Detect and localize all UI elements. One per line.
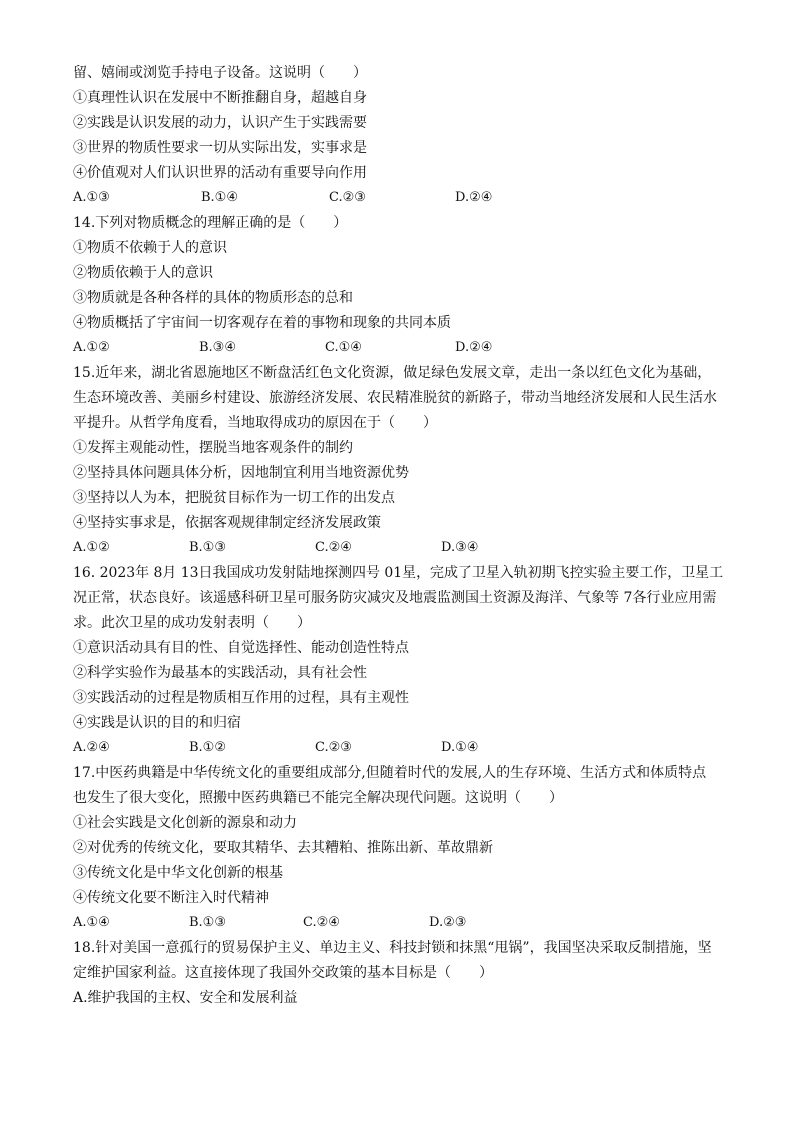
q14-item-1: ①物质不依赖于人的意识 xyxy=(73,240,227,256)
q15-item-3: ③坚持以人为本，把脱贫目标作为一切工作的出发点 xyxy=(73,490,395,506)
q15-option-a: A.①② xyxy=(73,540,110,555)
q15-option-b: B.①③ xyxy=(189,540,226,555)
q16-option-b: B.①② xyxy=(189,740,226,755)
q14-item-2: ②物质依赖于人的意识 xyxy=(73,265,213,281)
q13-option-b: B.①④ xyxy=(201,190,238,205)
q18-stem-line-2: 定维护国家利益。这直接体现了我国外交政策的基本目标是（ ） xyxy=(73,965,493,981)
q17-option-c: C.②④ xyxy=(303,915,340,930)
q15-stem-line-3: 平提升。从哲学角度看，当地取得成功的原因在于（ ） xyxy=(73,415,437,431)
q13-option-a: A.①③ xyxy=(73,190,110,205)
q15-stem-line-2: 生态环境改善、美丽乡村建设、旅游经济发展、农民精准脱贫的新路子，带动当地经济发展和人民生活水 xyxy=(73,390,717,406)
q13-options xyxy=(73,189,723,207)
q13-item-4: ④价值观对人们认识世界的活动有重要导向作用 xyxy=(73,165,367,181)
q17-item-3: ③传统文化是中华文化创新的根基 xyxy=(73,865,283,881)
q17-option-b: B.①③ xyxy=(189,915,226,930)
q15-option-d: D.③④ xyxy=(441,540,479,555)
q14-item-4: ④物质概括了宇宙间一切客观存在着的事物和现象的共同本质 xyxy=(73,315,451,331)
q17-stem-line-2: 也发生了很大变化，照搬中医药典籍已不能完全解决现代问题。这说明（ ） xyxy=(73,790,563,806)
q14-item-3: ③物质就是各种各样的具体的物质形态的总和 xyxy=(73,290,353,306)
q17-item-2: ②对优秀的传统文化，要取其精华、去其糟粕、推陈出新、革故鼎新 xyxy=(73,840,493,856)
q17-item-4: ④传统文化要不断注入时代精神 xyxy=(73,890,269,906)
q16-item-4: ④实践是认识的目的和归宿 xyxy=(73,715,241,731)
q16-item-2: ②科学实验作为最基本的实践活动，具有社会性 xyxy=(73,665,367,681)
q18-option-a: A.维护我国的主权、安全和发展利益 xyxy=(73,990,298,1006)
q16-option-a: A.②④ xyxy=(73,740,110,755)
q13-item-3: ③世界的物质性要求一切从实际出发，实事求是 xyxy=(73,140,367,156)
q15-item-4: ④坚持实事求是，依据客观规律制定经济发展政策 xyxy=(73,515,381,531)
q16-option-d: D.①④ xyxy=(441,740,479,755)
q14-option-a: A.①② xyxy=(73,340,110,355)
q17-options xyxy=(73,914,723,932)
q17-option-a: A.①④ xyxy=(73,915,110,930)
q15-options xyxy=(73,539,723,557)
q14-option-d: D.②④ xyxy=(455,340,493,355)
q13-item-1: ①真理性认识在发展中不断推翻自身，超越自身 xyxy=(73,90,367,106)
q14-options xyxy=(73,339,723,357)
q14-stem: 14.下列对物质概念的理解正确的是（ ） xyxy=(73,215,348,231)
q16-stem-line-2: 况正常，状态良好。该遥感科研卫星可服务防灾减灾及地震监测国土资源及海洋、气象等 7各行业应用需 xyxy=(73,590,717,606)
q18-stem-line-1: 18.针对美国一意孤行的贸易保护主义、单边主义、科技封锁和抹黑“甩锅”，我国坚决采取反制措施，坚 xyxy=(73,940,712,956)
q17-option-d: D.②③ xyxy=(429,915,467,930)
q13-stem-tail: 留、嬉闹或浏览手持电子设备。这说明（ ） xyxy=(73,65,367,81)
q16-stem-line-3: 求。此次卫星的成功发射表明（ ） xyxy=(73,615,311,631)
q14-option-c: C.①④ xyxy=(325,340,362,355)
q15-option-c: C.②④ xyxy=(315,540,352,555)
q16-item-3: ③实践活动的过程是物质相互作用的过程，具有主观性 xyxy=(73,690,409,706)
q15-item-2: ②坚持具体问题具体分析，因地制宜利用当地资源优势 xyxy=(73,465,409,481)
q16-option-c: C.②③ xyxy=(315,740,352,755)
q16-stem-line-1: 16. 2023年 8月 13日我国成功发射陆地探测四号 01星，完成了卫星入轨初期飞控实验主要工作，卫星工 xyxy=(73,565,724,581)
q16-options xyxy=(73,739,723,757)
q15-stem-line-1: 15.近年来，湖北省恩施地区不断盘活红色文化资源，做足绿色发展文章，走出一条以红色文化为基础， xyxy=(73,365,712,381)
q16-item-1: ①意识活动具有目的性、自觉选择性、能动创造性特点 xyxy=(73,640,409,656)
q13-item-2: ②实践是认识发展的动力，认识产生于实践需要 xyxy=(73,115,367,131)
q14-option-b: B.③④ xyxy=(199,340,236,355)
q17-stem-line-1: 17.中医药典籍是中华传统文化的重要组成部分,但随着时代的发展,人的生存环境、生活方式和体质特点 xyxy=(73,765,707,781)
q17-item-1: ①社会实践是文化创新的源泉和动力 xyxy=(73,815,297,831)
q13-option-d: D.②④ xyxy=(455,190,493,205)
q13-option-c: C.②③ xyxy=(329,190,366,205)
q15-item-1: ①发挥主观能动性，摆脱当地客观条件的制约 xyxy=(73,440,353,456)
